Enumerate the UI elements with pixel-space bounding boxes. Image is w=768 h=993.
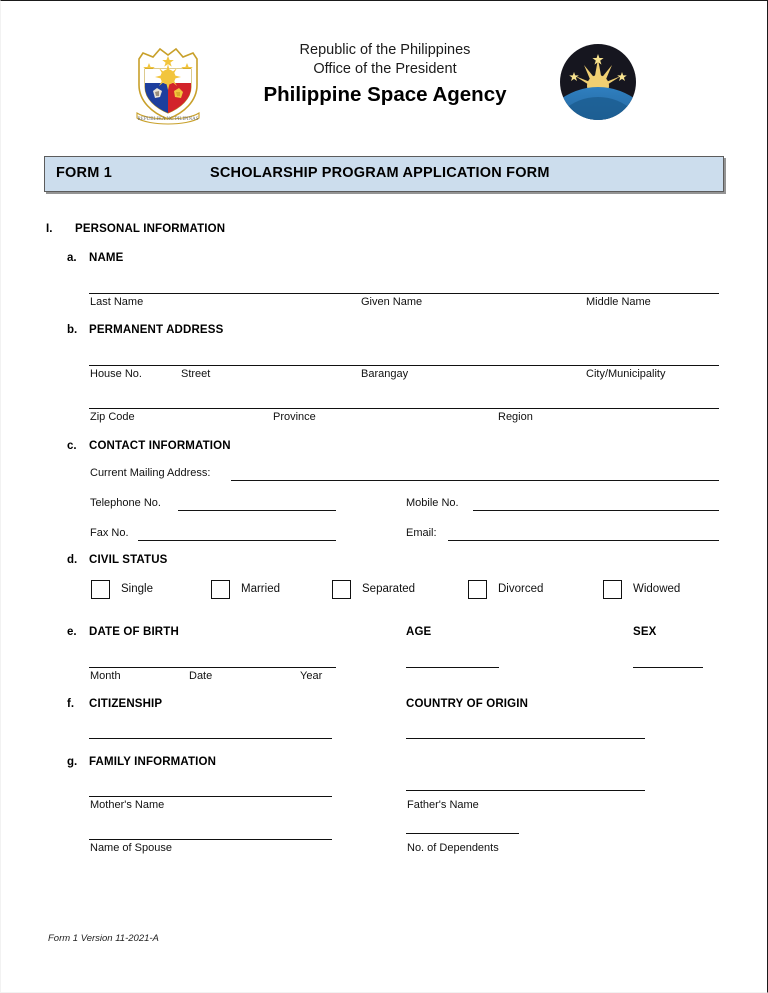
item-letter-d: d.	[67, 554, 78, 566]
input-fathers-name[interactable]	[406, 790, 645, 791]
input-age[interactable]	[406, 667, 499, 668]
label-month: Month	[90, 670, 121, 682]
address-line-2[interactable]	[89, 408, 719, 409]
input-mothers-name[interactable]	[89, 796, 332, 797]
label-single: Single	[121, 583, 153, 595]
label-divorced: Divorced	[498, 583, 544, 595]
label-fathers-name: Father's Name	[407, 799, 479, 811]
input-telephone-no[interactable]	[178, 510, 336, 511]
subheading-country-of-origin: COUNTRY OF ORIGIN	[406, 698, 529, 710]
philippine-coat-of-arms-seal	[129, 39, 207, 131]
item-letter-a: a.	[67, 252, 77, 264]
section-numeral: I.	[46, 223, 53, 235]
label-email: Email:	[406, 527, 437, 539]
label-region: Region	[498, 411, 533, 423]
input-country-of-origin[interactable]	[406, 738, 645, 739]
subheading-age: AGE	[406, 626, 432, 638]
input-current-mailing-address[interactable]	[231, 480, 719, 481]
subheading-contact-information: CONTACT INFORMATION	[89, 440, 231, 452]
checkbox-married[interactable]	[211, 580, 230, 599]
form-title: SCHOLARSHIP PROGRAM APPLICATION FORM	[210, 165, 550, 181]
item-letter-c: c.	[67, 440, 77, 452]
label-separated: Separated	[362, 583, 416, 595]
input-date-of-birth[interactable]	[89, 667, 336, 668]
item-letter-g: g.	[67, 756, 78, 768]
label-no-of-dependents: No. of Dependents	[407, 842, 499, 854]
section-heading-personal-information: PERSONAL INFORMATION	[75, 223, 226, 235]
form-title-banner	[44, 156, 724, 192]
label-house-no: House No.	[90, 368, 142, 380]
letterhead-line-1: Republic of the Philippines	[299, 42, 471, 58]
label-date: Date	[189, 670, 213, 682]
label-barangay: Barangay	[361, 368, 409, 380]
label-street: Street	[181, 368, 211, 380]
item-letter-e: e.	[67, 626, 77, 638]
checkbox-separated[interactable]	[332, 580, 351, 599]
label-given-name: Given Name	[361, 296, 423, 308]
label-telephone-no: Telephone No.	[90, 497, 161, 509]
subheading-family-information: FAMILY INFORMATION	[89, 756, 217, 768]
input-no-of-dependents[interactable]	[406, 833, 519, 834]
form-version-footer: Form 1 Version 11-2021-A	[48, 933, 159, 944]
label-province: Province	[273, 411, 316, 423]
letterhead-line-2: Office of the President	[313, 61, 457, 77]
input-name-of-spouse[interactable]	[89, 839, 332, 840]
name-input-line[interactable]	[89, 293, 719, 294]
checkbox-widowed[interactable]	[603, 580, 622, 599]
label-city-municipality: City/Municipality	[586, 368, 666, 380]
agency-title: Philippine Space Agency	[263, 83, 507, 106]
label-married: Married	[241, 583, 280, 595]
label-current-mailing-address: Current Mailing Address:	[90, 467, 211, 479]
input-fax-no[interactable]	[138, 540, 336, 541]
subheading-date-of-birth: DATE OF BIRTH	[89, 626, 179, 638]
letterhead-text	[215, 41, 555, 108]
subheading-civil-status: CIVIL STATUS	[89, 554, 168, 566]
subheading-citizenship: CITIZENSHIP	[89, 698, 163, 710]
subheading-sex: SEX	[633, 626, 657, 638]
letterhead	[1, 29, 768, 139]
label-mobile-no: Mobile No.	[406, 497, 459, 509]
label-fax-no: Fax No.	[90, 527, 129, 539]
checkbox-single[interactable]	[91, 580, 110, 599]
item-letter-b: b.	[67, 324, 78, 336]
label-mothers-name: Mother's Name	[90, 799, 165, 811]
input-citizenship[interactable]	[89, 738, 332, 739]
item-letter-f: f.	[67, 698, 75, 710]
subheading-permanent-address: PERMANENT ADDRESS	[89, 324, 224, 336]
svg-text:REPUBLIKA NG PILIPINAS: REPUBLIKA NG PILIPINAS	[137, 117, 199, 122]
checkbox-divorced[interactable]	[468, 580, 487, 599]
label-last-name: Last Name	[90, 296, 144, 308]
label-name-of-spouse: Name of Spouse	[90, 842, 172, 854]
subheading-name: NAME	[89, 252, 124, 264]
address-line-1[interactable]	[89, 365, 719, 366]
input-email[interactable]	[448, 540, 719, 541]
label-widowed: Widowed	[633, 583, 681, 595]
philsa-logo	[557, 41, 639, 123]
form-number: FORM 1	[56, 165, 112, 181]
label-year: Year	[300, 670, 323, 682]
input-sex[interactable]	[633, 667, 703, 668]
label-middle-name: Middle Name	[586, 296, 651, 308]
label-zip-code: Zip Code	[90, 411, 135, 423]
input-mobile-no[interactable]	[473, 510, 719, 511]
